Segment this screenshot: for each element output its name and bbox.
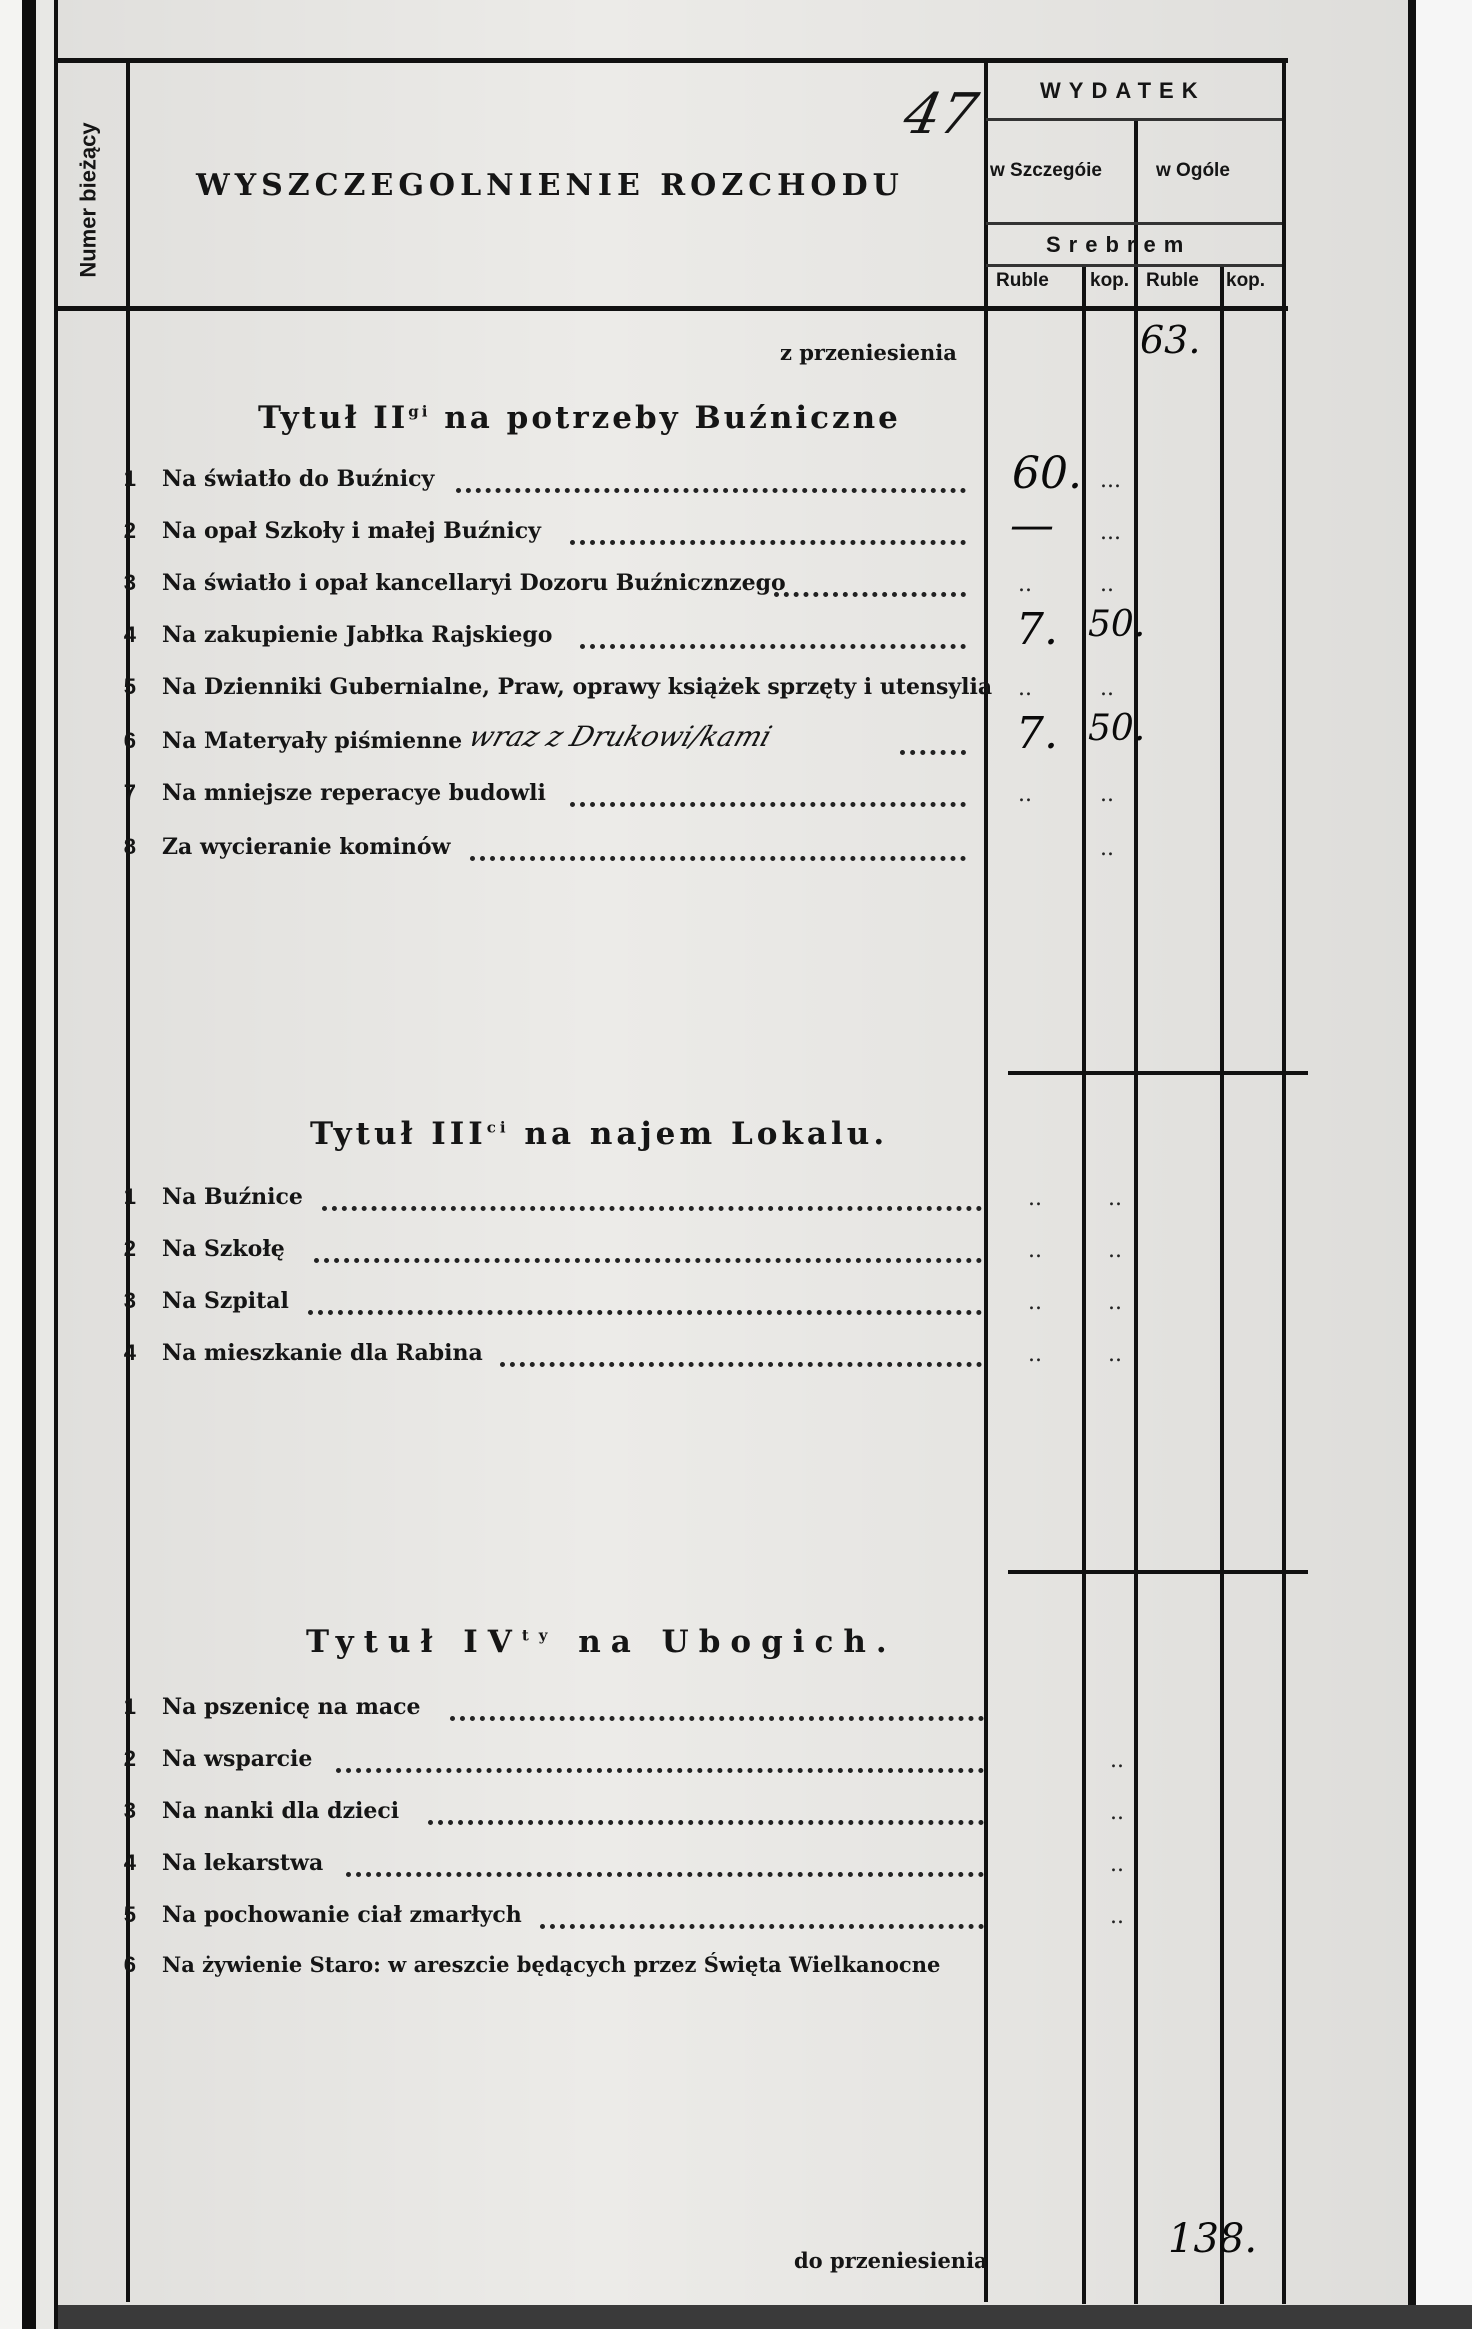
amount-ruble: .. [1028, 1342, 1042, 1367]
folio-number: 47 [898, 82, 984, 147]
top-rule [58, 58, 1288, 63]
ruble-header-2: Ruble [1146, 270, 1199, 291]
ruble-kop-rule-2 [1220, 264, 1224, 2304]
handwritten-note: wraz z Drukowi/kami [464, 720, 776, 753]
right-page-edge [1408, 0, 1472, 2329]
section-2-divider [1008, 1071, 1308, 1075]
amount-kop: ... [1100, 520, 1121, 545]
amount-ruble: .. [1018, 782, 1032, 807]
w-ogole-header: w Ogóle [1156, 160, 1230, 181]
amount-ruble: .. [1018, 572, 1032, 597]
dot-leader [470, 854, 966, 861]
dot-leader [456, 486, 966, 493]
amount-ruble: .. [1028, 1186, 1042, 1211]
carry-out-total: 138. [1168, 2216, 1258, 2262]
amount-kop: .. [1108, 1186, 1122, 1211]
section-3-divider [1008, 1570, 1308, 1574]
w-szczegole-header: w Szczegóie [990, 160, 1102, 181]
amount-ruble: .. [1018, 676, 1032, 701]
amount-ruble: — [1010, 500, 1054, 551]
dot-leader [336, 1766, 984, 1773]
dot-leader [314, 1256, 982, 1263]
header-bottom-rule [58, 306, 1288, 311]
dot-leader [580, 642, 966, 649]
ruble-kop-rule-1 [1082, 264, 1086, 2304]
amount-ruble: 60. [1012, 448, 1082, 499]
amount-kop: .. [1110, 1852, 1124, 1877]
bottom-shadow [58, 2305, 1472, 2329]
carry-in-total: 63. [1140, 318, 1201, 362]
carry-in-label: z przeniesienia [780, 340, 957, 365]
amount-ruble: 7. [1016, 708, 1058, 759]
amount-kop: .. [1110, 1800, 1124, 1825]
dot-leader [500, 1360, 982, 1367]
amount-kop: .. [1100, 782, 1114, 807]
ruble-header-1: Ruble [996, 270, 1049, 291]
amount-kop: .. [1110, 1904, 1124, 1929]
section-title-2: Tytuł $II^{gi}$ na potrzeby Buźniczne [258, 400, 901, 436]
dot-leader [570, 538, 966, 545]
amount-ruble: .. [1028, 1238, 1042, 1263]
dot-leader [450, 1714, 984, 1721]
amount-kop: .. [1100, 572, 1114, 597]
ledger-page [58, 0, 1408, 2329]
description-column-rule [984, 62, 988, 2302]
dot-leader [774, 590, 966, 597]
srebrem-rule [986, 264, 1282, 267]
amount-kop: 50. [1088, 604, 1146, 645]
amount-kop: .. [1100, 676, 1114, 701]
amount-kop: 50. [1088, 708, 1146, 749]
dot-leader [540, 1922, 984, 1929]
szczegole-rule [986, 222, 1282, 225]
srebrem-header: Srebrem [1046, 232, 1192, 257]
detail-total-rule [1134, 118, 1138, 2304]
section-title-4: Tytuł $IV^{ty}$ na Ubogich. [306, 1624, 897, 1660]
dot-leader [428, 1818, 984, 1825]
page-title: WYSZCZEGOLNIENIE ROZCHODU [196, 168, 904, 203]
wydatek-rule [986, 118, 1282, 121]
amount-kop: ... [1100, 468, 1121, 493]
amount-ruble: 7. [1016, 604, 1058, 655]
dot-leader [322, 1204, 982, 1211]
amount-kop: .. [1100, 836, 1114, 861]
dot-leader [346, 1870, 984, 1877]
amount-ruble: .. [1028, 1290, 1042, 1315]
amount-kop: .. [1110, 1748, 1124, 1773]
amount-kop: .. [1108, 1342, 1122, 1367]
carry-out-label: do przeniesienia [794, 2248, 988, 2273]
dot-leader [900, 748, 966, 755]
left-page-edge [0, 0, 60, 2329]
dot-leader [308, 1308, 982, 1315]
amount-kop: .. [1108, 1238, 1122, 1263]
right-column-rule [1282, 62, 1286, 2304]
wydatek-header: WYDATEK [1040, 78, 1206, 103]
dot-leader [570, 800, 966, 807]
kop-header-1: kop. [1090, 270, 1130, 291]
amount-kop: .. [1108, 1290, 1122, 1315]
number-column-header: Numer bieżący [76, 122, 102, 278]
kop-header-2: kop. [1226, 270, 1266, 291]
section-title-3: Tytuł $III^{ci}$ na najem Lokalu. [310, 1116, 889, 1152]
